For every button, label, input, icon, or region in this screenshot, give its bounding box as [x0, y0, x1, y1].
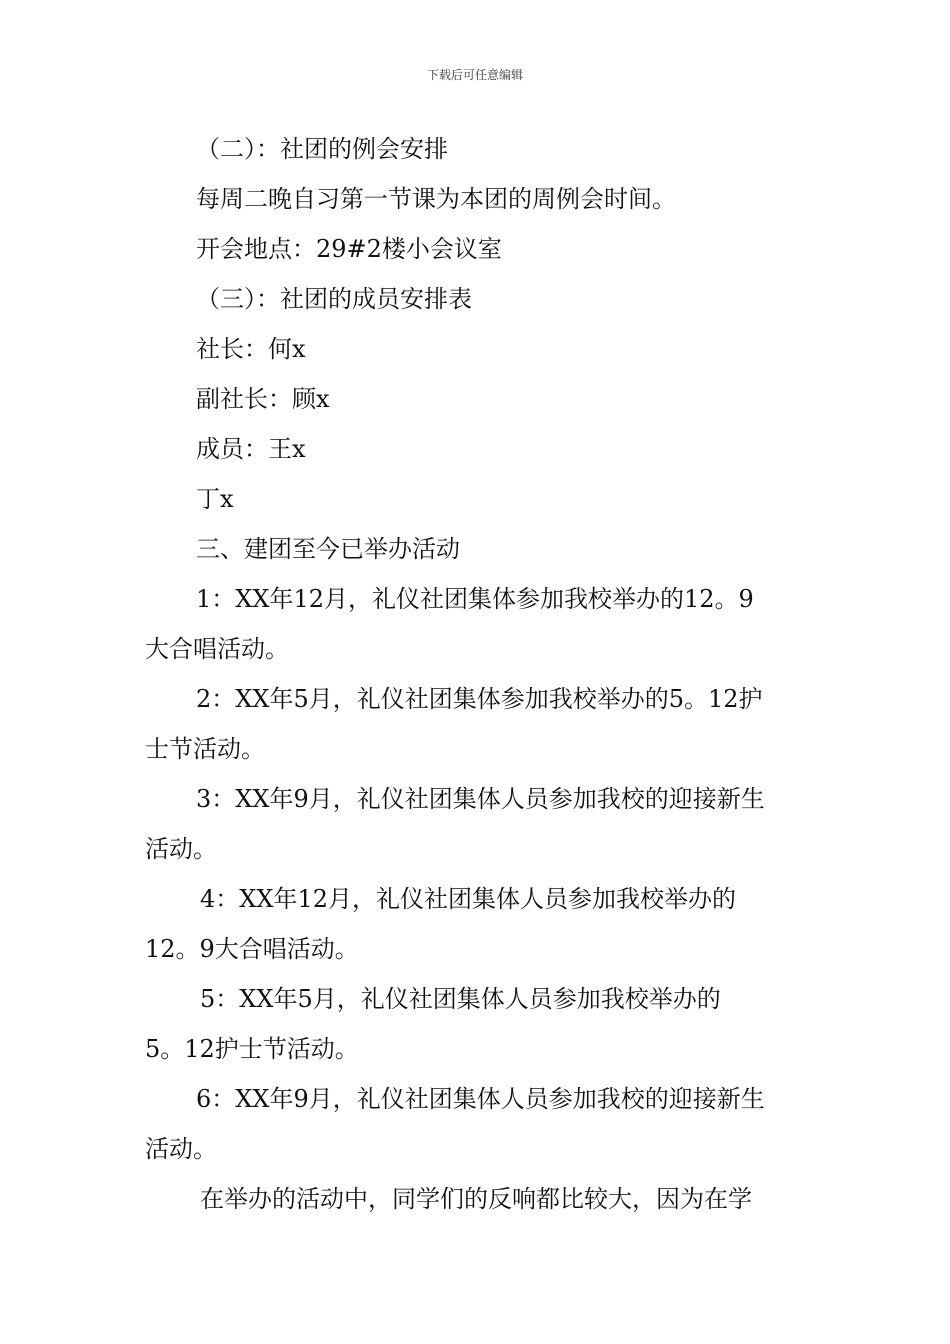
activity-item-line: 5：XX年5月，礼仪社团集体人员参加我校举办的 [200, 985, 721, 1013]
activity-item-line: 活动。 [145, 1135, 217, 1163]
activity-item-line: 2：XX年5月，礼仪社团集体参加我校举办的5。12护 [196, 685, 763, 713]
activity-item-line: 6：XX年9月，礼仪社团集体人员参加我校的迎接新生 [196, 1085, 765, 1113]
activity-item-line: 12。9大合唱活动。 [145, 935, 359, 963]
section-heading-members: （三）：社团的成员安排表 [196, 285, 472, 313]
member-line: 副社长：顾x [196, 385, 330, 413]
member-line: 丁x [196, 485, 234, 513]
section-heading-activities: 三、建团至今已举办活动 [196, 535, 460, 563]
activity-text: 1：XX年12月，礼仪社团集体参加我校举办的12。9 [196, 585, 754, 613]
activity-item-line: 5。12护士节活动。 [145, 1035, 359, 1063]
activity-item-line: 4：XX年12月，礼仪社团集体人员参加我校举办的 [200, 885, 736, 913]
paragraph-line: 开会地点：29#2楼小会议室 [196, 235, 502, 263]
activity-item-line [196, 584, 806, 614]
activity-item-line: 士节活动。 [145, 735, 265, 763]
activity-item-line: 3：XX年9月，礼仪社团集体人员参加我校的迎接新生 [196, 785, 765, 813]
paragraph-line: 在举办的活动中，同学们的反响都比较大，因为在学 [200, 1185, 752, 1213]
paragraph-line: 每周二晚自习第一节课为本团的周例会时间。 [196, 185, 676, 213]
activity-item-line: 大合唱活动。 [145, 635, 289, 663]
member-line: 社长：何x [196, 335, 306, 363]
activity-item-line: 活动。 [145, 835, 217, 863]
section-heading-meeting: （二）：社团的例会安排 [196, 135, 448, 163]
page-header: 下载后可任意编辑 [426, 68, 523, 82]
member-line: 成员：王x [196, 435, 306, 463]
